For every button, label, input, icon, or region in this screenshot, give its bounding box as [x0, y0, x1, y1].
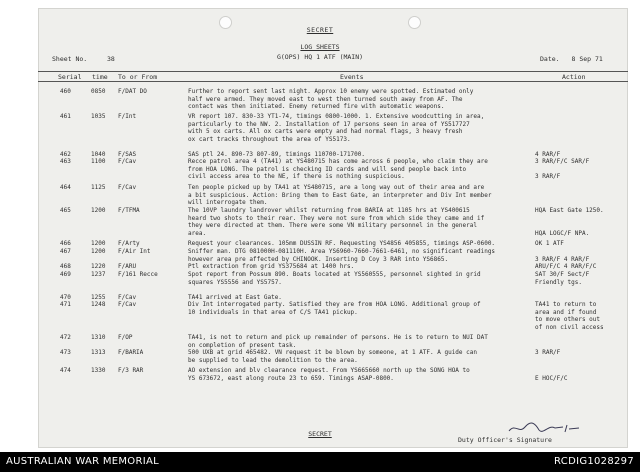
entry-to-from: F/SAS — [118, 151, 137, 158]
classification-top: SECRET — [306, 26, 334, 34]
event-line: area. — [188, 230, 207, 238]
date-field — [540, 55, 603, 63]
event-line: be supplied to lead the demolition to the area. — [188, 356, 358, 364]
entry-time: 1220 — [91, 263, 106, 270]
action-line: 3 RAR/F 4 RAR/F — [535, 255, 590, 263]
entry-time: 1035 — [91, 113, 106, 120]
action-line: HQA LOGC/F NPA. — [535, 230, 590, 238]
entry-to-from: F/3 RAR — [118, 367, 144, 374]
event-line: Recce patrol area 4 (TA41) at YS480715 has come across 6 people, who claim they are — [188, 158, 488, 165]
handwritten-signature — [505, 418, 585, 438]
action-line — [535, 166, 627, 174]
action-line: 4 RAR/F — [535, 151, 561, 158]
event-line: Further to report sent last night. Approx 10 enemy were spotted. Estimated only — [188, 88, 474, 95]
entry-serial: 460 — [60, 88, 71, 95]
entry-time: 1100 — [91, 158, 106, 165]
action-line: 3 RAR/F/C SAR/F — [535, 158, 590, 165]
entry-events — [188, 113, 534, 144]
entry-action — [535, 263, 627, 271]
entry-to-from: F/Arty — [118, 240, 140, 247]
event-line: VR report 107. 830-33 YT1-74, timings 0800-1000. 1. Extensive woodcutting in area, — [188, 113, 485, 120]
entry-time: 1255 — [91, 294, 106, 301]
entry-to-from: F/Cav — [118, 301, 137, 308]
entry-to-from: F/BARIA — [118, 349, 144, 356]
entry-events — [188, 367, 534, 382]
entry-time: 1200 — [91, 240, 106, 247]
action-line: HQA East Gate 1250. — [535, 207, 604, 214]
entry-serial: 468 — [60, 263, 71, 270]
entry-to-from: F/ARU — [118, 263, 137, 270]
entry-events — [188, 271, 534, 286]
event-line: half were armed. They moved east to west then turned south away from AF. The — [188, 95, 463, 103]
entry-serial: 474 — [60, 367, 71, 374]
action-line: to move others out — [535, 316, 601, 324]
action-line: SAT 30/F Sect/F — [535, 271, 590, 278]
archive-name: AUSTRALIAN WAR MEMORIAL — [6, 456, 159, 467]
column-action: Action — [562, 73, 586, 81]
entry-serial: 463 — [60, 158, 71, 165]
event-line: TA41 arrived at East Gate. — [188, 294, 282, 301]
event-line: contact was then initiated. Enemy returned fire with automatic weapons. — [188, 103, 445, 111]
entry-serial: 461 — [60, 113, 71, 120]
event-line: will interrogate them. — [188, 199, 268, 207]
entry-events — [188, 207, 534, 238]
action-line: OK 1 ATF — [535, 240, 564, 247]
entry-events — [188, 263, 534, 271]
entry-time: 1200 — [91, 207, 106, 214]
event-line: civil access area to the NE, if there is nothing suspicious. — [188, 173, 405, 181]
date-value: 8 Sep 71 — [571, 55, 603, 63]
event-line: they were directed at them. There were some VN military personnel in the general — [188, 222, 477, 230]
date-label: Date. — [540, 55, 560, 63]
entry-serial: 466 — [60, 240, 71, 247]
sheet-number — [52, 55, 115, 63]
event-line: ox cart tracks throughout the area of YS5173. — [188, 136, 351, 144]
entry-action — [535, 158, 627, 181]
entry-time: 1310 — [91, 334, 106, 341]
entry-to-from: F/161 Recce — [118, 271, 158, 278]
event-line: The 10VP laundry landrover whilst returning from BARIA at 1105 hrs at YS400615 — [188, 207, 470, 214]
entry-to-from: F/Air Int — [118, 248, 151, 255]
entry-serial: 473 — [60, 349, 71, 356]
entry-action — [535, 271, 627, 286]
event-line: a bit suspicious. Action: Bring them to East Gate, an interpreter and Div Int member — [188, 191, 492, 199]
entry-serial: 465 — [60, 207, 71, 214]
entry-serial: 470 — [60, 294, 71, 301]
action-line: E HOC/F/C — [535, 374, 568, 382]
entry-serial: 472 — [60, 334, 71, 341]
archive-footer — [0, 452, 640, 472]
entry-time: 0850 — [91, 88, 106, 95]
archive-reference: RCDIG1028297 — [554, 456, 634, 467]
column-time: time — [92, 73, 108, 81]
event-line: AO extension and blv clearance request. From YS665660 north up the SONG HOA to — [188, 367, 470, 374]
entry-time: 1200 — [91, 248, 106, 255]
event-line: YS 673672, east along route 23 to 659. Timings ASAP-0800. — [188, 374, 394, 382]
header-rule-bottom — [38, 81, 628, 82]
entry-action — [535, 367, 627, 382]
action-line: Friendly tgs. — [535, 278, 582, 286]
action-line — [535, 222, 627, 230]
action-line: area and if found — [535, 308, 597, 316]
event-line: Request your clearances. 105mm DUSSIN RF. Requesting YS4856 405855, timings ASP-0600. — [188, 240, 496, 247]
entry-events — [188, 184, 534, 207]
header-rule-top — [38, 71, 628, 72]
event-line: heard two shots to their rear. They were not sure from which side they came and if — [188, 214, 485, 222]
entry-time: 1040 — [91, 151, 106, 158]
action-line: 3 RAR/F — [535, 349, 561, 356]
entry-action — [535, 248, 627, 263]
unit-heading: G(OPS) HQ 1 ATF (MAIN) — [276, 53, 364, 61]
entry-events — [188, 301, 534, 316]
event-line: SAS ptl 24. 890-73 807-89, timings 110700-171700. — [188, 151, 366, 158]
action-line: TA41 to return to — [535, 301, 597, 308]
entry-time: 1237 — [91, 271, 106, 278]
entry-action — [535, 207, 627, 238]
entry-to-from: F/DAT DO — [118, 88, 147, 95]
event-line: with 5 ox carts. All ox carts were empty and had normal flags, 3 heavy fresh — [188, 128, 463, 136]
action-line: ARU/F/C 4 RAR/F/C — [535, 263, 597, 270]
entry-serial: 469 — [60, 271, 71, 278]
action-line: 3 RAR/F — [535, 173, 561, 181]
event-line: Sniffer man. DTG 081000H-081110H. Area YS6960-7660-7661-6461, no significant readings — [188, 248, 496, 255]
entry-events — [188, 158, 534, 181]
sheet-value: 38 — [107, 55, 115, 63]
entry-action — [535, 301, 627, 332]
entry-serial: 467 — [60, 248, 71, 255]
event-line: TA41, is not to return and pick up remainder of persons. He is to return to NUI DAT — [188, 334, 488, 341]
signature-label: Duty Officer's Signature — [458, 436, 552, 444]
action-line — [535, 367, 627, 375]
entry-events — [188, 248, 534, 263]
event-line: 500 UXB at grid 465482. VN request it be blown by someone, at 1 ATF. A guide can — [188, 349, 477, 356]
entry-action — [535, 240, 627, 248]
event-line: from HOA LONG. The patrol is checking ID cards and will send people back into — [188, 165, 467, 173]
action-line — [535, 248, 627, 256]
event-line: squares YS5556 and YS5757. — [188, 278, 282, 286]
event-line: Ptl extraction from grid YS375684 at 1400 hrs. — [188, 263, 355, 270]
event-line: on completion of present task. — [188, 341, 297, 349]
entry-to-from: F/Int — [118, 113, 137, 120]
entry-events — [188, 240, 534, 248]
sheet-label: Sheet No. — [52, 55, 88, 63]
action-line: of non civil access — [535, 324, 604, 332]
entry-to-from: F/Cav — [118, 184, 137, 191]
entry-to-from: F/OP — [118, 334, 133, 341]
log-title: LOG SHEETS — [300, 43, 340, 51]
entry-events — [188, 349, 534, 364]
column-events: Events — [340, 73, 364, 81]
column-to-from: To or From — [118, 73, 158, 81]
event-line: particularly to the NW. 2. Installation of 17 persons seen in area of YS517727 — [188, 120, 470, 128]
event-line: Spot report from Possum 890. Boats located at YS560555, personnel sighted in grid — [188, 271, 481, 278]
entry-to-from: F/TFMA — [118, 207, 140, 214]
entry-time: 1248 — [91, 301, 106, 308]
column-serial: Serial — [58, 73, 82, 81]
event-line: however area pre affected by CHINOOK. Inserting D Coy 3 RAR into YS6865. — [188, 255, 449, 263]
entry-time: 1330 — [91, 367, 106, 374]
entry-to-from: F/Cav — [118, 158, 137, 165]
event-line: Ten people picked up by TA41 at YS480715, are a long way out of their area and are — [188, 184, 485, 191]
entry-serial: 464 — [60, 184, 71, 191]
event-line: 10 individuals in that area of C/S TA41 pickup. — [188, 308, 358, 316]
entry-serial: 462 — [60, 151, 71, 158]
classification-bottom: SECRET — [308, 430, 332, 438]
entry-events — [188, 88, 534, 111]
entry-serial: 471 — [60, 301, 71, 308]
event-line: Div Int interrogated party. Satisfied they are from HOA LONG. Additional group of — [188, 301, 481, 308]
entry-time: 1125 — [91, 184, 106, 191]
entry-to-from: F/Cav — [118, 294, 137, 301]
action-line — [535, 215, 627, 223]
entry-action — [535, 349, 627, 357]
entry-events — [188, 334, 534, 349]
entry-time: 1313 — [91, 349, 106, 356]
